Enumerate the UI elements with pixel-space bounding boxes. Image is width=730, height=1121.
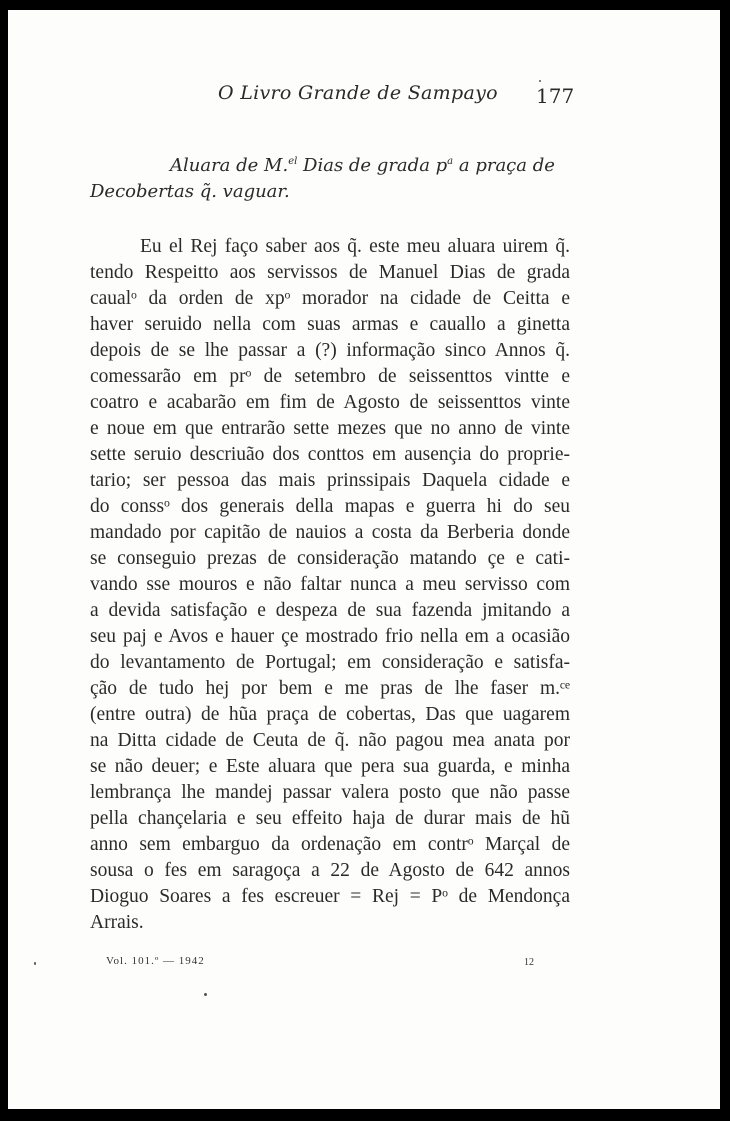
document-title-line-1: Aluara de M.$^{el}$ Dias de grada $p^a$ a praça de (170, 155, 555, 176)
text-line: se não deuer; e Este aluara que pera sua guarda, e minha (90, 756, 570, 777)
text-line: depois de se lhe passar a (?) informação sinco Annos q̃. (90, 340, 570, 361)
scan-speck (34, 962, 36, 965)
signature-mark: 12 (524, 957, 534, 968)
text-line: sette seruio descriuão dos conttos em ausençia do proprie- (90, 444, 570, 465)
text-line: mandado por capitão de nauios a costa da Berberia donde (90, 522, 570, 543)
text-line: seu paj e Avos e hauer çe mostrado frio nella em a ocasião (90, 626, 570, 647)
document-title-line-2: Decobertas q̃. vaguar. (90, 181, 290, 202)
scan-speck (204, 993, 207, 996)
text-line: se conseguio prezas de consideração matando çe e cati- (90, 548, 570, 569)
scan-speck (539, 80, 541, 82)
running-title: O Livro Grande de Sampayo (218, 82, 498, 104)
text-line: (entre outra) de hũa praça de cobertas, Das que uagarem (90, 704, 570, 725)
text-line: do conssᵒ dos generais della mapas e guerra hi do seu (90, 496, 570, 517)
text-line: tendo Respeitto aos servissos de Manuel Dias de grada (90, 262, 570, 283)
text-line: anno sem embarguo da ordenação em contrᵒ Marçal de (90, 834, 570, 855)
document-body (90, 234, 570, 936)
text-line: a devida satisfação e despeza de sua fazenda jmitando a (90, 600, 570, 621)
text-line: caualᵒ da orden de xpᵒ morador na cidade de Ceitta e (90, 288, 570, 309)
text-line: do levantamento de Portugal; em consideração e satisfa- (90, 652, 570, 673)
text-line: e noue em que entrarão sette mezes que no anno de vinte (90, 418, 570, 439)
running-header (8, 78, 720, 108)
text-line: coatro e acabarão em fim de Agosto de seissenttos vinte (90, 392, 570, 413)
text-line: Dioguo Soares a fes escreuer = Rej = Pᵒ de Mendonça (90, 886, 570, 907)
text-line: ção de tudo hej por bem e me pras de lhe faser m.ᶜᵉ (90, 678, 570, 699)
book-page (8, 10, 720, 1109)
text-line: vando sse mouros e não faltar nunca a meu servisso com (90, 574, 570, 595)
volume-footer: Vol. 101.º — 1942 (106, 955, 205, 967)
page-number: 177 (536, 84, 575, 108)
document-title (90, 153, 650, 205)
text-line: sousa o fes em saragoça a 22 de Agosto de 642 annos (90, 860, 570, 881)
text-line: comessarão em prᵒ de setembro de seissenttos vintte e (90, 366, 570, 387)
text-line: Arrais. (90, 912, 144, 933)
text-line: na Ditta cidade de Ceuta de q̃. não pagou mea anata por (90, 730, 570, 751)
text-line: Eu el Rej faço saber aos q̃. este meu aluara uirem q̃. (140, 236, 570, 257)
text-line: haver seruido nella com suas armas e cauallo a ginetta (90, 314, 570, 335)
text-line: pella chançelaria e seu effeito haja de durar mais de hũ (90, 808, 570, 829)
text-line: tario; ser pessoa das mais prinssipais Daquela cidade e (90, 470, 570, 491)
text-line: lembrança lhe mandej passar valera posto que não passe (90, 782, 570, 803)
